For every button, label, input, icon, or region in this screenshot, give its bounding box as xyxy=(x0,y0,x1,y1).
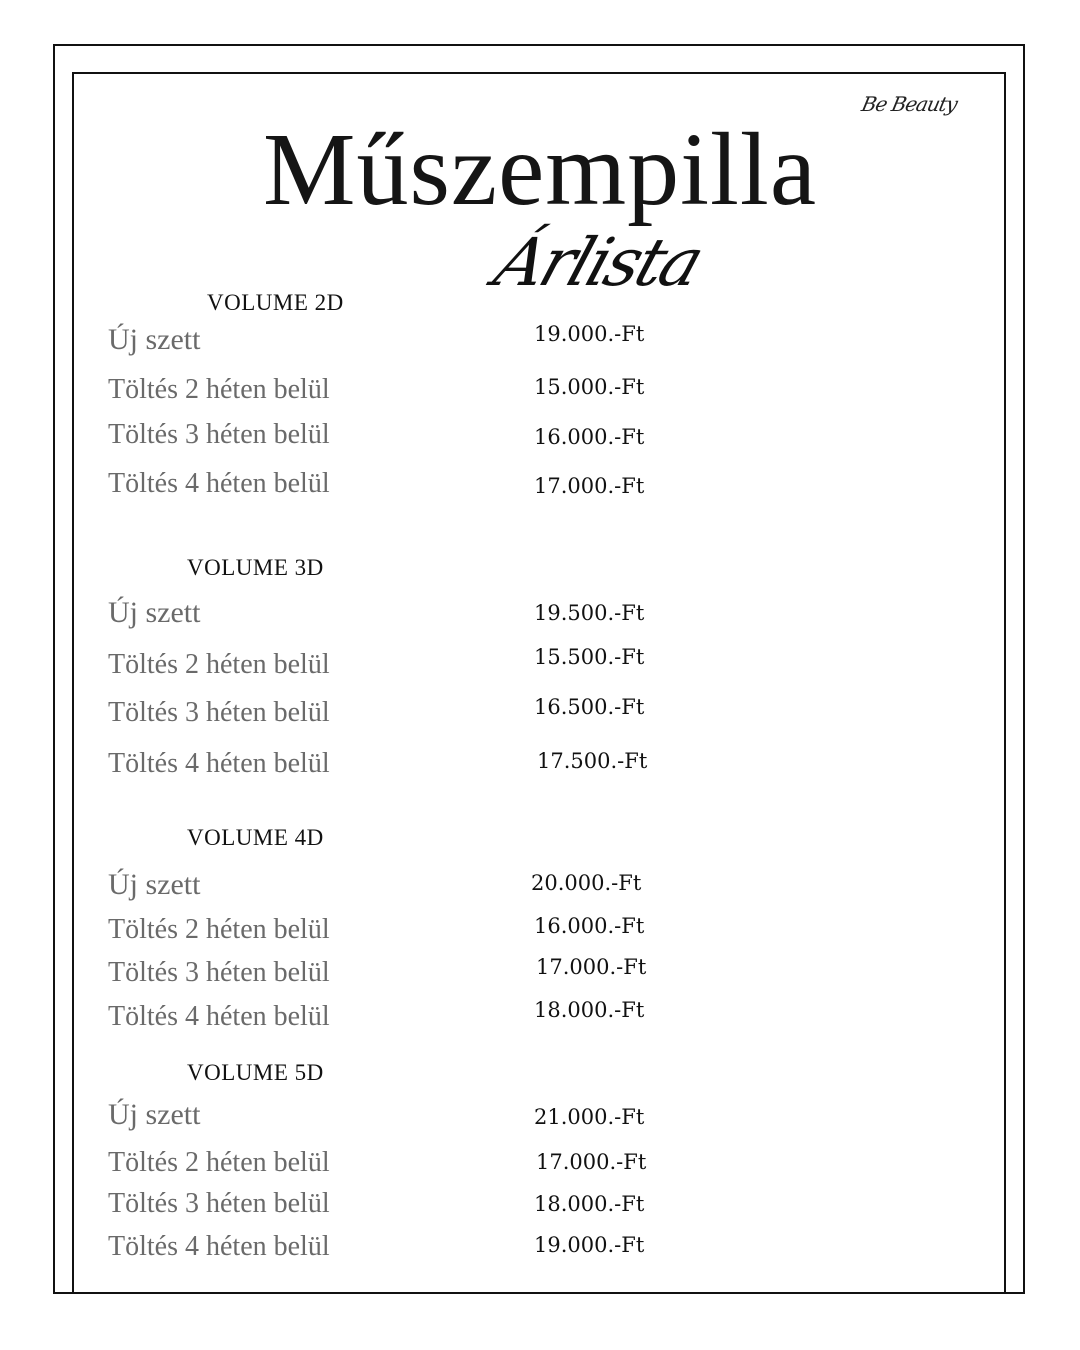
row-label: Töltés 4 héten belül xyxy=(108,748,330,779)
row-label: Töltés 2 héten belül xyxy=(108,374,330,405)
row-label: Töltés 3 héten belül xyxy=(108,419,330,450)
brand-logo: Be Beauty xyxy=(859,92,960,116)
row-price: 15.500.-Ft xyxy=(534,645,645,669)
row-label: Töltés 2 héten belül xyxy=(108,649,330,680)
section-title-volume-3d: VOLUME 3D xyxy=(187,555,324,580)
row-label: Töltés 3 héten belül xyxy=(108,697,330,728)
row-label: Új szett xyxy=(108,868,201,901)
row-label: Töltés 3 héten belül xyxy=(108,957,330,988)
row-price: 16.500.-Ft xyxy=(534,695,645,719)
page-subtitle: Árlista xyxy=(485,224,711,301)
row-label: Töltés 4 héten belül xyxy=(108,1001,330,1032)
row-label: Új szett xyxy=(108,1098,201,1131)
row-price: 19.500.-Ft xyxy=(534,601,645,625)
row-price: 17.500.-Ft xyxy=(537,749,648,773)
row-label: Töltés 3 héten belül xyxy=(108,1188,330,1219)
row-label: Új szett xyxy=(108,596,201,629)
row-label: Új szett xyxy=(108,323,201,356)
page-title: Műszempilla xyxy=(262,112,817,227)
row-price: 19.000.-Ft xyxy=(534,322,645,346)
section-title-volume-5d: VOLUME 5D xyxy=(187,1060,324,1085)
row-label: Töltés 4 héten belül xyxy=(108,468,330,499)
row-label: Töltés 2 héten belül xyxy=(108,914,330,945)
row-price: 15.000.-Ft xyxy=(534,375,645,399)
row-label: Töltés 2 héten belül xyxy=(108,1147,330,1178)
row-price: 21.000.-Ft xyxy=(534,1105,645,1129)
row-price: 20.000.-Ft xyxy=(531,871,642,895)
row-price: 17.000.-Ft xyxy=(536,955,647,979)
row-price: 17.000.-Ft xyxy=(536,1150,647,1174)
section-title-volume-4d: VOLUME 4D xyxy=(187,825,324,850)
row-label: Töltés 4 héten belül xyxy=(108,1231,330,1262)
row-price: 18.000.-Ft xyxy=(534,998,645,1022)
row-price: 16.000.-Ft xyxy=(534,914,645,938)
row-price: 19.000.-Ft xyxy=(534,1233,645,1257)
section-title-volume-2d: VOLUME 2D xyxy=(207,290,344,315)
row-price: 16.000.-Ft xyxy=(534,425,645,449)
row-price: 17.000.-Ft xyxy=(534,474,645,498)
row-price: 18.000.-Ft xyxy=(534,1192,645,1216)
